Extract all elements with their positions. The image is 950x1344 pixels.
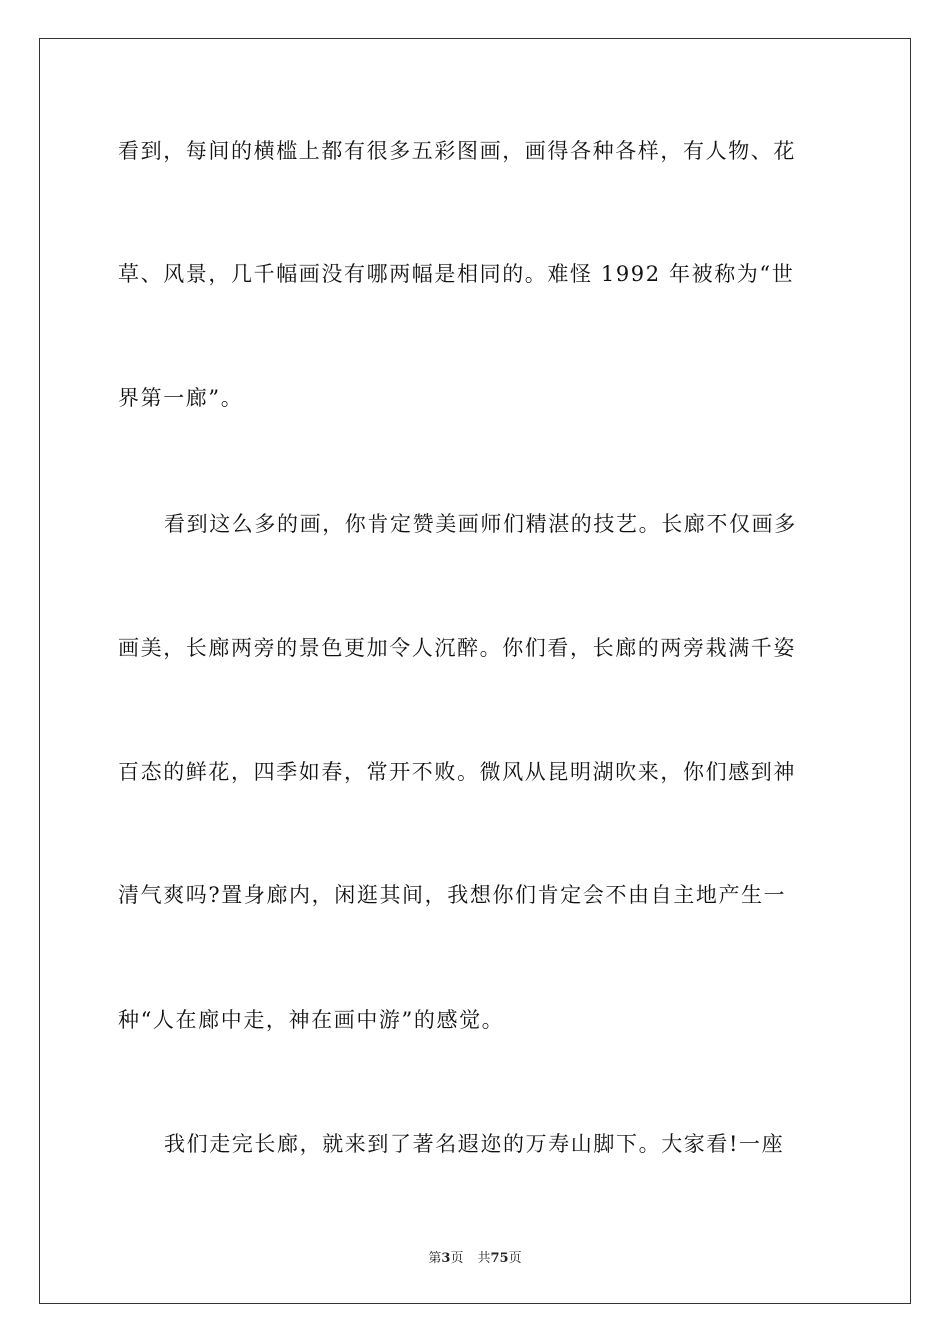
body-line-7: 清气爽吗?置身廊内，闲逛其间，我想你们肯定会不由自主地产生一 bbox=[118, 883, 787, 907]
page-border bbox=[39, 38, 911, 1304]
body-line-9: 我们走完长廊，就来到了著名遐迩的万寿山脚下。大家看!一座 bbox=[164, 1132, 785, 1156]
body-line-6: 百态的鲜花，四季如春，常开不败。微风从昆明湖吹来，你们感到神 bbox=[118, 760, 796, 784]
footer-total-prefix: 共 bbox=[477, 1251, 491, 1266]
footer-page-prefix: 第 bbox=[428, 1251, 442, 1266]
footer-total-pages: 75 bbox=[490, 1251, 509, 1266]
footer-page-suffix: 页 bbox=[450, 1251, 464, 1266]
body-line-8: 种“人在廊中走，神在画中游”的感觉。 bbox=[118, 1008, 505, 1032]
body-line-4: 看到这么多的画，你肯定赞美画师们精湛的技艺。长廊不仅画多 bbox=[164, 512, 797, 536]
footer-page-number: 3 bbox=[441, 1251, 451, 1266]
body-line-1: 看到，每间的横槛上都有很多五彩图画，画得各种各样，有人物、花 bbox=[118, 139, 796, 163]
body-line-2: 草、风景，几千幅画没有哪两幅是相同的。难怪 1992 年被称为“世 bbox=[118, 262, 795, 286]
page-footer bbox=[0, 1247, 950, 1266]
body-line-5: 画美，长廊两旁的景色更加令人沉醉。你们看，长廊的两旁栽满千姿 bbox=[118, 636, 796, 660]
footer-total-suffix: 页 bbox=[508, 1251, 522, 1266]
body-line-3: 界第一廊”。 bbox=[118, 386, 244, 410]
